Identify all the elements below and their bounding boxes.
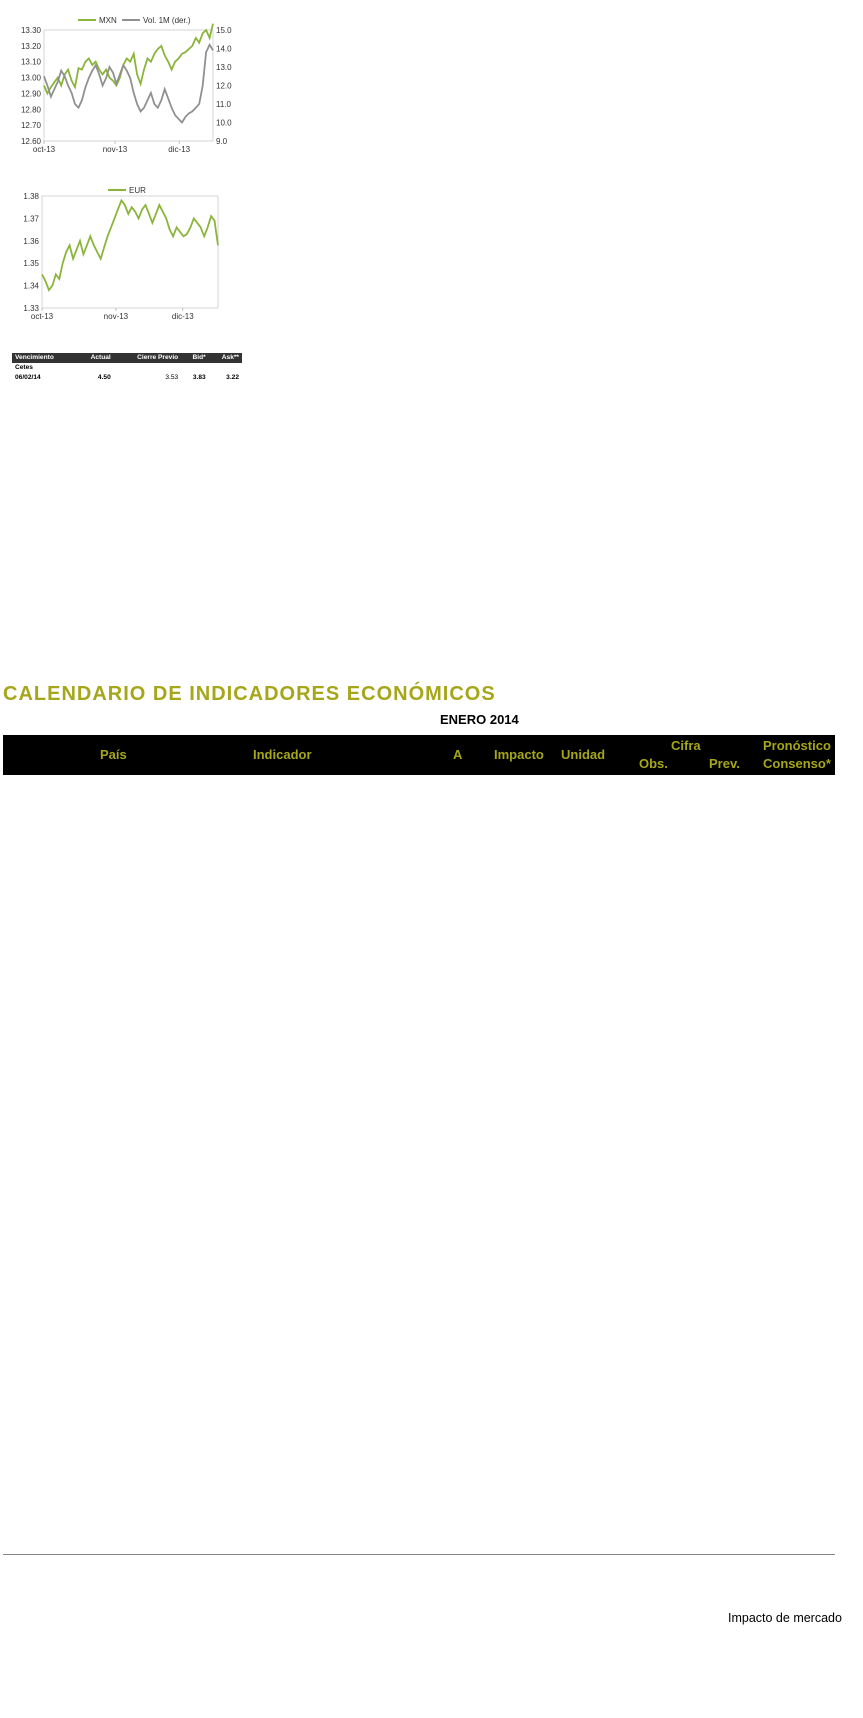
x-tick-label: dic-13 [171,312,194,321]
eur-chart-svg [8,182,248,332]
y-left-tick: 1.38 [23,192,39,201]
header-cifra: Cifra [671,738,701,753]
legend-label: EUR [129,186,146,195]
y-left-tick: 12.60 [20,137,41,146]
empty-cell [209,363,242,373]
header-pronostico: Pronóstico [763,738,831,753]
x-tick-label: oct-13 [30,312,54,321]
mxn-chart [8,8,248,168]
vencimiento-header-cell: Actual [76,353,113,363]
header-a: A [453,747,463,762]
header-impacto: Impacto [494,747,544,762]
mxn-chart-svg [8,8,248,168]
vencimiento-cell: 3.53 [165,374,179,382]
y-left-tick: 1.36 [23,236,39,246]
header-consenso: Consenso* [763,756,831,771]
vencimiento-cell: 3.22 [226,374,239,382]
y-left-tick: 1.34 [23,281,39,291]
vencimiento-cell: 4.50 [97,374,111,382]
vencimiento-header-cell: Cierre Previo [114,353,181,363]
calendario-month: ENERO 2014 [440,712,519,727]
vencimiento-group-row [12,363,242,373]
series-line-vol-1m-der- [44,45,213,123]
calendario-header [3,735,835,775]
y-left-tick: 1.35 [23,259,39,269]
plot-area [44,30,213,141]
legend-label: Vol. 1M (der.) [143,16,191,25]
y-right-tick: 12.0 [216,81,232,91]
y-right-tick: 15.0 [216,26,232,35]
empty-cell [181,363,208,373]
vencimiento-group-label: Cetes [15,364,33,372]
y-left-tick: 1.37 [23,214,39,224]
y-left-tick: 13.00 [20,73,41,83]
y-right-tick: 14.0 [216,44,232,54]
eur-chart [8,182,248,332]
legend-label: MXN [99,16,117,25]
calendario-divider [3,1554,835,1555]
x-tick-label: oct-13 [32,145,56,154]
empty-cell [114,363,181,373]
x-tick-label: nov-13 [102,145,128,154]
y-left-tick: 12.80 [20,105,41,115]
header-prev: Prev. [709,756,740,771]
y-left-tick: 12.90 [20,89,41,99]
calendario-title: CALENDARIO DE INDICADORES ECONÓMICOS [3,683,496,705]
vencimiento-header-row [12,353,242,363]
vencimiento-header-cell: Ask** [209,353,242,363]
y-left-tick: 13.20 [20,41,41,51]
y-right-tick: 11.0 [216,100,231,109]
vencimiento-header-cell: Bid* [181,353,208,363]
vencimiento-data-row [12,373,242,383]
x-tick-label: dic-13 [168,145,191,154]
y-left-tick: 12.70 [20,121,41,131]
vencimiento-cell: 06/02/14 [15,374,41,382]
x-tick-label: nov-13 [103,312,129,321]
plot-area [42,196,218,308]
y-right-tick: 13.0 [216,63,232,72]
header-unidad: Unidad [561,747,606,762]
vencimiento-cell: 3.83 [192,374,206,382]
vencimiento-header-cell: Vencimiento [12,353,76,363]
series-line-eur [42,201,218,291]
y-left-tick: 1.33 [23,304,39,313]
impact-legend [728,1610,842,1629]
y-left-tick: 13.30 [20,26,41,35]
empty-cell [76,363,113,373]
vencimiento-table [12,353,242,384]
impact-legend-title: Impacto de mercado [728,1611,842,1625]
header-indicador: Indicador [253,747,312,762]
series-line-mxn [44,24,213,94]
header-pais: País [100,747,127,762]
y-right-tick: 10.0 [216,118,232,128]
header-obs: Obs. [639,756,668,771]
y-right-tick: 9.0 [216,137,228,146]
y-left-tick: 13.10 [20,57,41,67]
